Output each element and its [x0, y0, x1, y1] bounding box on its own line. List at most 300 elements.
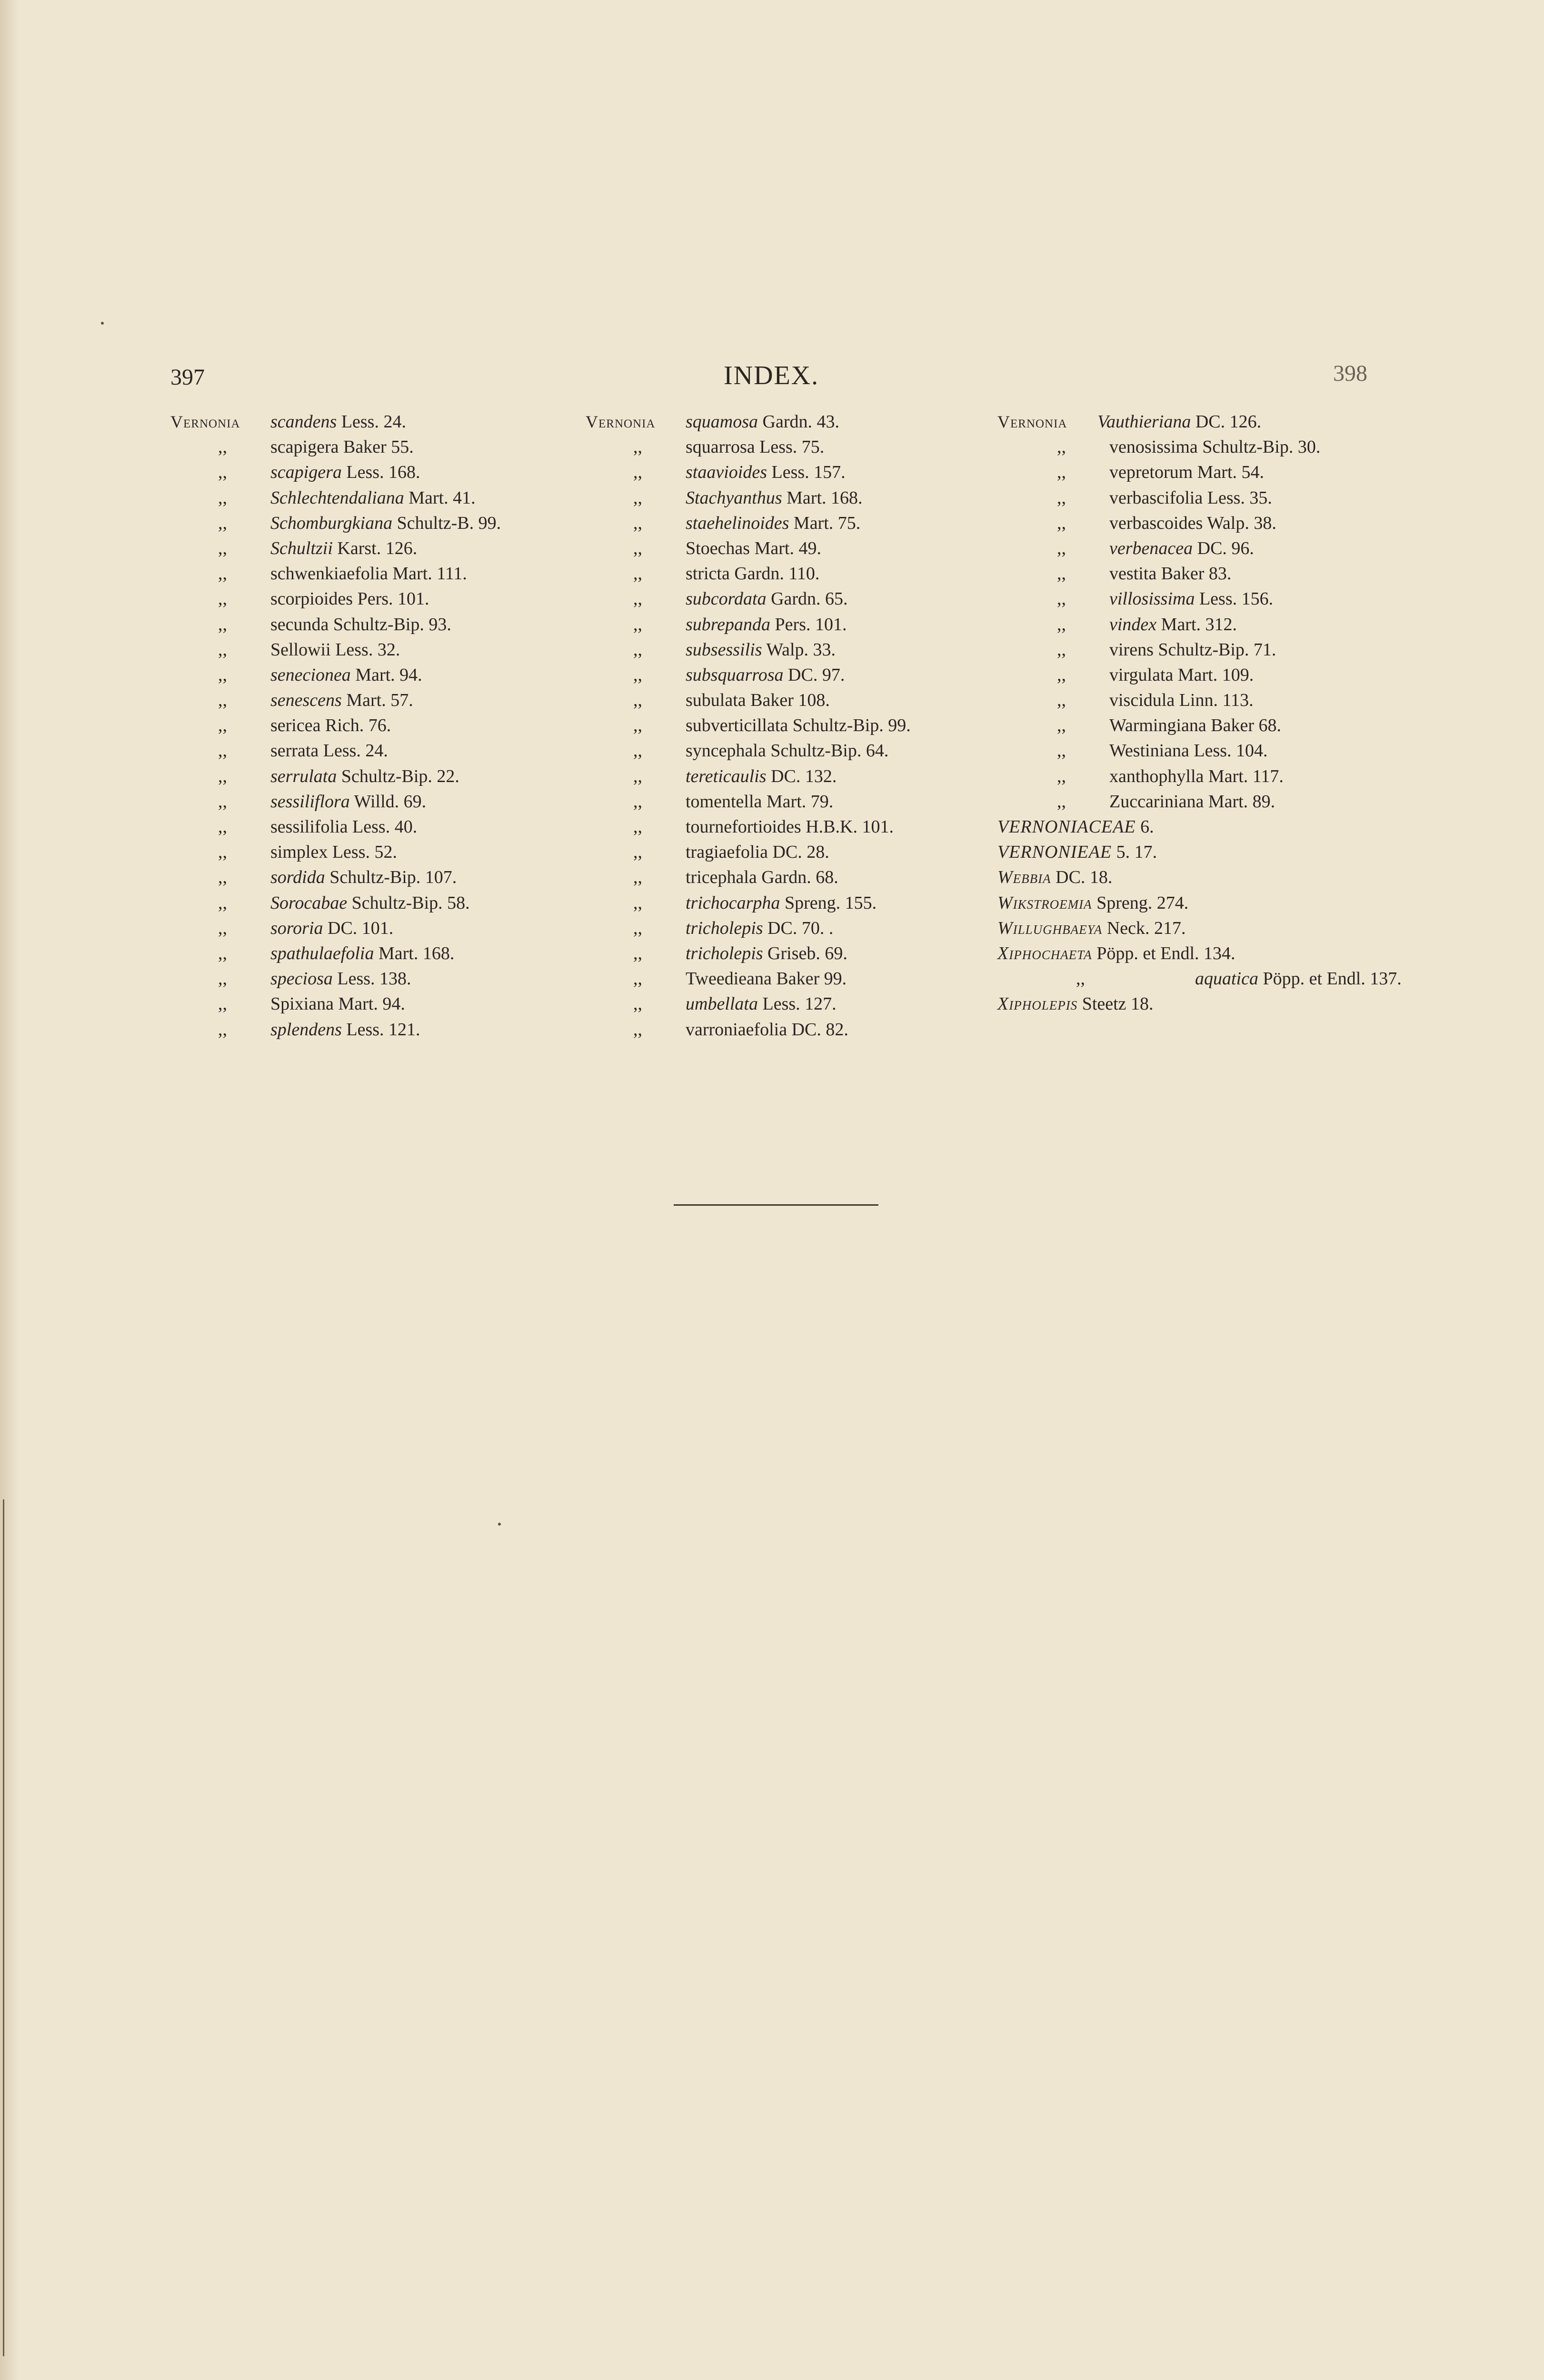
species-name: squarrosa — [686, 437, 755, 457]
species-name: squamosa — [686, 412, 758, 432]
ditto-mark: ,, — [218, 766, 227, 786]
species-name: tomentella — [686, 791, 762, 812]
index-entry — [997, 916, 1521, 941]
index-entry — [586, 435, 995, 460]
ditto-mark: ,, — [218, 741, 227, 761]
citation: Less. 32. — [335, 639, 400, 660]
species-name: scorpioides — [270, 589, 353, 609]
citation: DC. 82. — [791, 1019, 848, 1040]
citation: Mart. 49. — [754, 538, 821, 558]
citation: Less. 52. — [332, 842, 397, 863]
ditto-mark: ,, — [633, 817, 642, 837]
index-entry — [170, 561, 580, 586]
citation: Mart. 94. — [355, 664, 422, 685]
ditto-mark: ,, — [633, 462, 642, 483]
taxon-heading: Webbia — [997, 867, 1051, 888]
citation: Karst. 126. — [337, 538, 418, 558]
ditto-mark: ,, — [633, 715, 642, 736]
citation: Linn. 113. — [1179, 690, 1254, 711]
right-page-number: 398 — [1333, 361, 1367, 386]
ditto-mark: ,, — [218, 690, 227, 711]
taxon-heading: Xiphochaeta — [997, 943, 1092, 963]
ditto-mark: ,, — [633, 994, 642, 1014]
index-entry — [586, 865, 995, 890]
ditto-mark: ,, — [633, 614, 642, 635]
species-name: vindex — [1109, 614, 1157, 635]
citation: H.B.K. 101. — [806, 817, 894, 837]
species-name: syncephala — [686, 741, 766, 761]
citation: Steetz 18. — [1082, 994, 1154, 1014]
species-name: varroniaefolia — [686, 1019, 787, 1040]
ditto-mark: ,, — [1057, 715, 1066, 736]
citation: DC. 70. . — [767, 918, 834, 938]
ditto-mark: ,, — [1057, 741, 1066, 761]
index-entry — [170, 814, 580, 840]
ditto-mark: ,, — [633, 969, 642, 989]
index-entry — [170, 663, 580, 688]
index-entry — [997, 738, 1521, 764]
species-name: serrata — [270, 741, 319, 761]
citation: DC. 28. — [772, 842, 829, 863]
species-name: sororia — [270, 918, 323, 938]
species-name: stricta — [686, 564, 730, 584]
index-entry — [997, 713, 1521, 738]
binding-line — [3, 1499, 4, 2356]
species-name: verbascifolia — [1109, 487, 1203, 508]
citation: Schultz-Bip. 99. — [792, 715, 911, 736]
index-column-1 — [170, 409, 580, 1042]
citation: DC. 96. — [1197, 538, 1254, 558]
species-name: Sellowii — [270, 639, 331, 660]
index-entry — [586, 663, 995, 688]
index-entry — [170, 764, 580, 789]
genus-name: Vernonia — [586, 412, 656, 431]
ditto-mark: ,, — [218, 892, 227, 913]
species-name: venosissima — [1109, 437, 1198, 457]
index-entry — [997, 814, 1521, 840]
ditto-mark: ,, — [1057, 513, 1066, 533]
index-entry — [997, 764, 1521, 789]
index-entry — [997, 511, 1521, 536]
citation: Spreng. 274. — [1096, 892, 1189, 913]
ditto-mark: ,, — [633, 564, 642, 584]
index-entry — [586, 612, 995, 637]
index-entry — [586, 511, 995, 536]
citation: Spreng. 155. — [784, 892, 877, 913]
index-entry — [997, 789, 1521, 814]
citation: Walp. 38. — [1207, 513, 1276, 533]
index-entry — [586, 941, 995, 966]
ditto-mark: ,, — [218, 538, 227, 558]
species-name: tournefortioides — [686, 817, 801, 837]
species-name: umbellata — [686, 994, 758, 1014]
index-entry — [170, 789, 580, 814]
ditto-mark: ,, — [218, 969, 227, 989]
genus-name: Vernonia — [170, 412, 240, 431]
citation: Mart. 168. — [378, 943, 455, 963]
species-name: Schlechtendaliana — [270, 487, 404, 508]
index-entry — [997, 865, 1521, 890]
ditto-mark: ,, — [218, 867, 227, 888]
species-name: spathulaefolia — [270, 943, 374, 963]
ditto-mark: ,, — [218, 462, 227, 483]
index-entry — [170, 941, 580, 966]
species-name: tricholepis — [686, 943, 763, 963]
citation: Mart. 89. — [1208, 791, 1275, 812]
index-entry — [586, 688, 995, 713]
citation: Less. 24. — [323, 741, 388, 761]
citation: Mart. 111. — [392, 564, 467, 584]
index-entry — [170, 536, 580, 561]
citation: Willd. 69. — [354, 791, 427, 812]
species-name: Westiniana — [1109, 741, 1189, 761]
ditto-mark: ,, — [218, 943, 227, 963]
index-entry — [586, 738, 995, 764]
index-column-2 — [586, 409, 995, 1042]
ditto-mark: ,, — [1057, 690, 1066, 711]
species-name: verbenacea — [1109, 538, 1193, 558]
citation: DC. 97. — [788, 664, 845, 685]
index-entry — [586, 966, 995, 992]
index-entry — [586, 764, 995, 789]
index-entry — [170, 738, 580, 764]
ditto-mark: ,, — [1057, 614, 1066, 635]
index-entry — [586, 814, 995, 840]
ditto-mark: ,, — [633, 437, 642, 457]
citation: Less. 168. — [346, 462, 420, 483]
species-name: simplex — [270, 842, 328, 863]
species-name: Zuccariniana — [1109, 791, 1204, 812]
citation: Schultz-Bip. 30. — [1202, 437, 1321, 457]
species-name: virgulata — [1109, 664, 1174, 685]
species-name: tricephala — [686, 867, 757, 888]
species-name: subcordata — [686, 589, 767, 609]
ditto-mark: ,, — [218, 715, 227, 736]
taxon-heading: VERNONIACEAE — [997, 817, 1136, 837]
ditto-mark: ,, — [218, 994, 227, 1014]
citation: Baker 55. — [343, 437, 414, 457]
index-entry — [170, 916, 580, 941]
index-entry — [586, 891, 995, 916]
species-name: vepretorum — [1109, 462, 1193, 483]
ditto-mark: ,, — [633, 589, 642, 609]
index-entry — [586, 486, 995, 511]
index-entry — [586, 536, 995, 561]
page-title: INDEX. — [724, 361, 819, 390]
ditto-mark: ,, — [1057, 589, 1066, 609]
citation: Pers. 101. — [775, 614, 847, 635]
index-entry — [586, 586, 995, 612]
species-name: senecionea — [270, 664, 351, 685]
species-name: trichocarpha — [686, 892, 780, 913]
citation: Schultz-Bip. 64. — [770, 741, 889, 761]
citation: DC. 101. — [328, 918, 394, 938]
index-entry — [997, 561, 1521, 586]
ditto-mark: ,, — [633, 842, 642, 863]
species-name: viscidula — [1109, 690, 1175, 711]
ditto-mark: ,, — [218, 639, 227, 660]
ditto-mark: ,, — [633, 513, 642, 533]
citation: Baker 83. — [1161, 564, 1232, 584]
ditto-mark: ,, — [218, 791, 227, 812]
ditto-mark: ,, — [218, 664, 227, 685]
paper-speck — [101, 322, 104, 325]
taxon-heading: Willughbaeya — [997, 918, 1103, 938]
index-entry — [586, 1017, 995, 1042]
species-name: serrulata — [270, 766, 337, 786]
citation: Less. 156. — [1199, 589, 1274, 609]
index-entry — [170, 486, 580, 511]
left-page-number: 397 — [170, 365, 205, 390]
species-name: Warmingiana — [1109, 715, 1206, 736]
citation: Schultz-Bip. 93. — [333, 614, 451, 635]
ditto-mark: ,, — [633, 918, 642, 938]
citation: DC. 18. — [1056, 867, 1113, 888]
species-name: subsquarrosa — [686, 664, 784, 685]
species-name: subsessilis — [686, 639, 762, 660]
species-name: scapigera — [270, 462, 342, 483]
index-entry — [997, 536, 1521, 561]
ditto-mark: ,, — [633, 867, 642, 888]
species-name: subverticillata — [686, 715, 788, 736]
citation: Pöpp. et Endl. 137. — [1263, 969, 1402, 989]
citation: Baker 99. — [776, 969, 847, 989]
species-name: virens — [1109, 639, 1154, 660]
index-entry — [586, 460, 995, 485]
citation: Rich. 76. — [325, 715, 391, 736]
index-entry — [170, 586, 580, 612]
index-entry — [586, 992, 995, 1017]
species-name: verbascoides — [1109, 513, 1203, 533]
index-entry — [586, 409, 995, 435]
citation: Less. 35. — [1207, 487, 1272, 508]
index-entry — [997, 941, 1521, 966]
ditto-mark: ,, — [1057, 462, 1066, 483]
index-entry — [997, 612, 1521, 637]
species-name: vestita — [1109, 564, 1157, 584]
species-name: Vauthieriana — [1097, 412, 1191, 432]
index-entry — [997, 891, 1521, 916]
index-entry — [170, 409, 580, 435]
species-name: Stoechas — [686, 538, 750, 558]
ditto-mark: ,, — [1057, 766, 1066, 786]
ditto-mark: ,, — [1057, 639, 1066, 660]
end-rule — [674, 1204, 878, 1206]
index-entry — [170, 435, 580, 460]
index-entry — [997, 637, 1521, 663]
ditto-mark: ,, — [218, 1019, 227, 1040]
index-entry — [997, 460, 1521, 485]
citation: Mart. 41. — [408, 487, 476, 508]
index-entry — [997, 966, 1521, 992]
citation: Baker 108. — [750, 690, 830, 711]
taxon-heading: Wikstroemia — [997, 892, 1092, 913]
index-entry — [170, 992, 580, 1017]
ditto-mark: ,, — [218, 564, 227, 584]
ditto-mark: ,, — [1057, 791, 1066, 812]
index-column-3 — [997, 409, 1521, 1017]
ditto-mark: ,, — [1057, 437, 1066, 457]
citation: Less. 138. — [337, 969, 411, 989]
ditto-mark: ,, — [218, 614, 227, 635]
ditto-mark: ,, — [633, 892, 642, 913]
citation: Schultz-Bip. 71. — [1158, 639, 1276, 660]
index-entry — [586, 713, 995, 738]
citation: Gardn. 68. — [761, 867, 838, 888]
species-name: sericea — [270, 715, 321, 736]
species-name: schwenkiaefolia — [270, 564, 388, 584]
index-entry — [997, 688, 1521, 713]
citation: Mart. 79. — [766, 791, 834, 812]
citation: Less. 75. — [759, 437, 825, 457]
citation: Pers. 101. — [357, 589, 429, 609]
index-entry — [170, 688, 580, 713]
citation: Less. 121. — [346, 1019, 420, 1040]
species-name: Schomburgkiana — [270, 513, 393, 533]
ditto-mark: ,, — [633, 766, 642, 786]
species-name: sordida — [270, 867, 325, 888]
index-entry — [997, 663, 1521, 688]
index-entry — [586, 561, 995, 586]
citation: 6. — [1140, 817, 1154, 837]
citation: Gardn. 110. — [734, 564, 820, 584]
ditto-mark: ,, — [1057, 487, 1066, 508]
citation: Mart. 168. — [787, 487, 863, 508]
species-name: staehelinoides — [686, 513, 789, 533]
species-name: tereticaulis — [686, 766, 767, 786]
citation: Less. 40. — [352, 817, 418, 837]
index-entry — [997, 840, 1521, 865]
taxon-heading: VERNONIEAE — [997, 842, 1112, 863]
ditto-mark: ,, — [633, 1019, 642, 1040]
species-name: senescens — [270, 690, 342, 711]
index-entry — [170, 460, 580, 485]
citation: Schultz-Bip. 22. — [341, 766, 459, 786]
species-name: Spixiana — [270, 994, 334, 1014]
index-entry — [170, 865, 580, 890]
ditto-mark: ,, — [218, 589, 227, 609]
species-name: secunda — [270, 614, 329, 635]
ditto-mark: ,, — [633, 639, 642, 660]
citation: Pöpp. et Endl. 134. — [1096, 943, 1235, 963]
index-entry — [170, 713, 580, 738]
species-name: tragiaefolia — [686, 842, 768, 863]
index-entry — [586, 840, 995, 865]
species-name: sessiliflora — [270, 791, 350, 812]
ditto-mark: ,, — [633, 487, 642, 508]
ditto-mark: ,, — [1057, 538, 1066, 558]
species-name: subrepanda — [686, 614, 771, 635]
ditto-mark: ,, — [633, 791, 642, 812]
species-name: Schultzii — [270, 538, 333, 558]
citation: Mart. 57. — [346, 690, 413, 711]
citation: Baker 68. — [1211, 715, 1281, 736]
paper-speck — [498, 1523, 501, 1526]
ditto-mark: ,, — [218, 487, 227, 508]
index-entry — [170, 612, 580, 637]
ditto-mark: ,, — [218, 513, 227, 533]
citation: Mart. 117. — [1208, 766, 1284, 786]
citation: Schultz-Bip. 107. — [329, 867, 457, 888]
species-name: Stachyanthus — [686, 487, 782, 508]
index-entry — [997, 435, 1521, 460]
citation: Mart. 109. — [1177, 664, 1254, 685]
species-name: speciosa — [270, 969, 333, 989]
citation: Less. 24. — [341, 412, 406, 432]
index-entry — [170, 891, 580, 916]
index-entry — [586, 789, 995, 814]
species-name: villosissima — [1109, 589, 1195, 609]
species-name: xanthophylla — [1109, 766, 1204, 786]
ditto-mark: ,, — [633, 538, 642, 558]
index-entry — [170, 966, 580, 992]
citation: Mart. 94. — [338, 994, 405, 1014]
citation: DC. 132. — [771, 766, 837, 786]
citation: Mart. 54. — [1197, 462, 1265, 483]
species-name: splendens — [270, 1019, 342, 1040]
citation: Less. 157. — [771, 462, 846, 483]
citation: Gardn. 65. — [771, 589, 848, 609]
ditto-mark: ,, — [633, 943, 642, 963]
ditto-mark: ,, — [633, 741, 642, 761]
citation: Gardn. 43. — [762, 412, 839, 432]
citation: Less. 104. — [1194, 741, 1268, 761]
citation: 5. 17. — [1116, 842, 1157, 863]
citation: Mart. 312. — [1161, 614, 1237, 635]
species-name: Tweedieana — [686, 969, 772, 989]
index-entry — [170, 637, 580, 663]
species-name: aquatica — [1195, 969, 1258, 989]
page-header — [0, 355, 1544, 397]
species-name: Sorocabae — [270, 892, 348, 913]
ditto-mark: ,, — [1057, 664, 1066, 685]
species-name: tricholepis — [686, 918, 763, 938]
species-name: staavioides — [686, 462, 767, 483]
taxon-heading: Xipholepis — [997, 994, 1078, 1014]
ditto-mark: ,, — [218, 437, 227, 457]
ditto-mark: ,, — [218, 842, 227, 863]
citation: Griseb. 69. — [767, 943, 847, 963]
index-entry — [586, 637, 995, 663]
citation: Neck. 217. — [1106, 918, 1186, 938]
index-entry — [997, 409, 1521, 435]
index-entry — [997, 586, 1521, 612]
index-entry — [586, 916, 995, 941]
citation: Schultz-B. 99. — [397, 513, 501, 533]
citation: Schultz-Bip. 58. — [351, 892, 470, 913]
species-name: scandens — [270, 412, 337, 432]
ditto-mark: ,, — [218, 817, 227, 837]
ditto-mark: ,, — [633, 664, 642, 685]
citation: Mart. 75. — [793, 513, 861, 533]
citation: Walp. 33. — [766, 639, 836, 660]
index-entry — [997, 486, 1521, 511]
index-entry — [170, 840, 580, 865]
species-name: scapigera — [270, 437, 339, 457]
index-entry — [997, 992, 1521, 1017]
species-name: subulata — [686, 690, 746, 711]
index-entry — [170, 1017, 580, 1042]
ditto-mark: ,, — [1057, 564, 1066, 584]
species-name: sessilifolia — [270, 817, 348, 837]
citation: Less. 127. — [762, 994, 837, 1014]
ditto-mark: ,, — [1076, 969, 1085, 989]
genus-name: Vernonia — [997, 412, 1067, 431]
citation: DC. 126. — [1195, 412, 1262, 432]
ditto-mark: ,, — [218, 918, 227, 938]
index-entry — [170, 511, 580, 536]
ditto-mark: ,, — [633, 690, 642, 711]
